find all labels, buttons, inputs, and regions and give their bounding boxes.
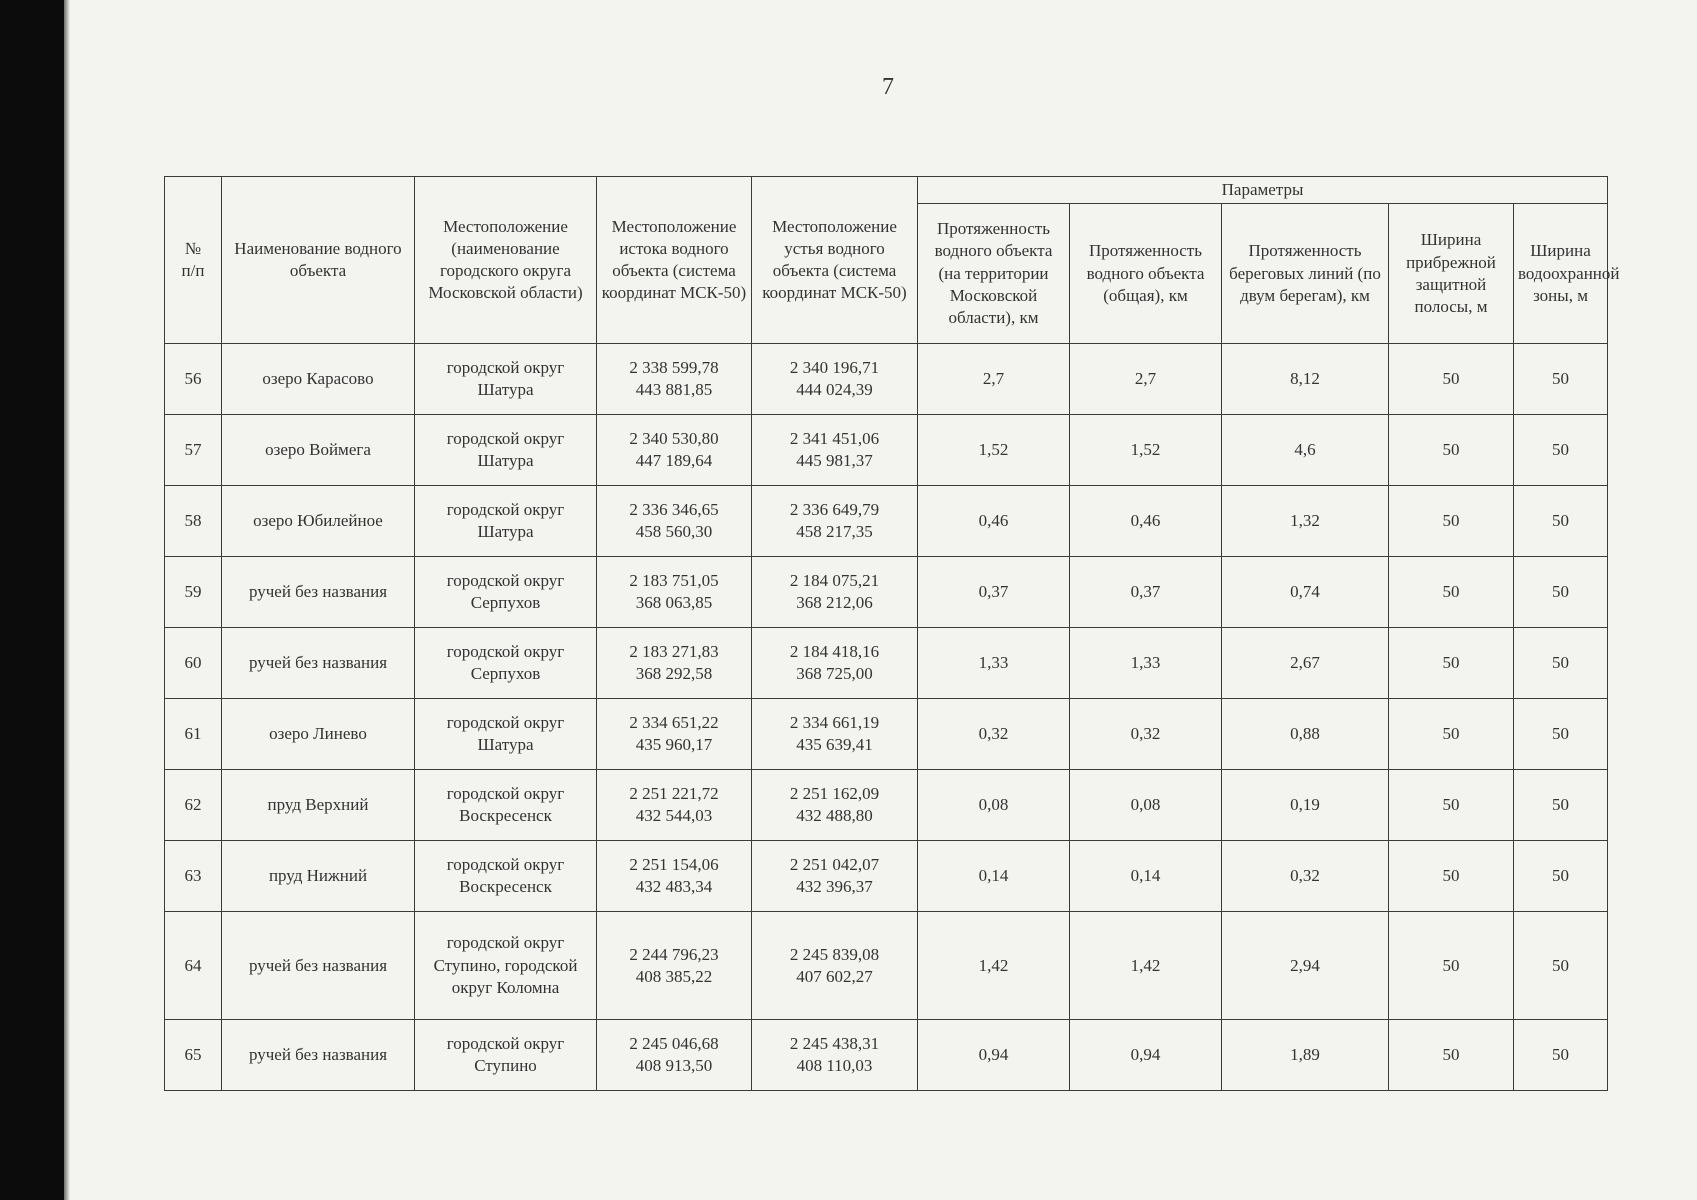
- cell-length-moscow: 0,46: [918, 486, 1070, 557]
- table-row: [165, 486, 1608, 557]
- cell-length-total: 0,08: [1070, 770, 1222, 841]
- cell-length-total: 0,14: [1070, 841, 1222, 912]
- cell-length-total: 1,42: [1070, 912, 1222, 1020]
- cell-protection-zone: 50: [1514, 1020, 1608, 1091]
- cell-mouth-coordinates-line1: 2 184 418,16: [789, 642, 880, 661]
- cell-protection-zone: 50: [1514, 699, 1608, 770]
- table-row: [165, 628, 1608, 699]
- cell-length-moscow: 2,7: [918, 344, 1070, 415]
- cell-source-coordinates-line2: 408 913,50: [635, 1056, 713, 1076]
- cell-length-moscow: 0,14: [918, 841, 1070, 912]
- table-row: [165, 344, 1608, 415]
- cell-coastal-strip: 50: [1389, 344, 1514, 415]
- cell-number: 59: [165, 557, 222, 628]
- cell-coastal-strip: 50: [1389, 628, 1514, 699]
- cell-name: озеро Карасово: [222, 344, 415, 415]
- cell-coastal-strip: 50: [1389, 912, 1514, 1020]
- cell-mouth-coordinates-line1: 2 336 649,79: [789, 500, 880, 519]
- cell-mouth-coordinates-line2: 368 725,00: [796, 664, 873, 684]
- cell-source-coordinates-line2: 408 385,22: [635, 966, 713, 986]
- cell-source-coordinates: [597, 1020, 752, 1091]
- cell-source-coordinates: [597, 415, 752, 486]
- cell-location: городской округ Шатура: [415, 486, 597, 557]
- cell-protection-zone: 50: [1514, 628, 1608, 699]
- cell-coastal-strip: 50: [1389, 557, 1514, 628]
- cell-name: ручей без названия: [222, 912, 415, 1020]
- cell-mouth-coordinates: [752, 557, 918, 628]
- cell-mouth-coordinates-line2: 444 024,39: [796, 380, 873, 400]
- cell-coastal-strip: 50: [1389, 486, 1514, 557]
- water-bodies-table: [164, 176, 1620, 1091]
- cell-length-moscow: 0,32: [918, 699, 1070, 770]
- cell-mouth-coordinates: [752, 1020, 918, 1091]
- scan-edge-shadow: [64, 0, 70, 1200]
- cell-mouth-coordinates-line1: 2 184 075,21: [789, 571, 880, 590]
- cell-number: 56: [165, 344, 222, 415]
- cell-name: озеро Линево: [222, 699, 415, 770]
- cell-protection-zone: 50: [1514, 912, 1608, 1020]
- table-row: [165, 415, 1608, 486]
- cell-mouth-coordinates: [752, 628, 918, 699]
- cell-length-moscow: 0,08: [918, 770, 1070, 841]
- cell-coastal-strip: 50: [1389, 415, 1514, 486]
- cell-source-coordinates-line2: 432 483,34: [635, 877, 713, 897]
- cell-source-coordinates-line2: 435 960,17: [635, 735, 713, 755]
- cell-protection-zone: 50: [1514, 770, 1608, 841]
- cell-mouth-coordinates-line2: 435 639,41: [796, 735, 873, 755]
- cell-length-total: 1,52: [1070, 415, 1222, 486]
- cell-source-coordinates-line2: 368 292,58: [635, 664, 713, 684]
- page-number: 7: [882, 74, 894, 100]
- cell-mouth-coordinates: [752, 912, 918, 1020]
- cell-source-coordinates: [597, 770, 752, 841]
- cell-coastal-strip: 50: [1389, 770, 1514, 841]
- cell-location: городской округ Серпухов: [415, 557, 597, 628]
- cell-name: ручей без названия: [222, 1020, 415, 1091]
- cell-number: 65: [165, 1020, 222, 1091]
- cell-mouth-coordinates-line1: 2 245 839,08: [789, 944, 880, 964]
- table-row: [165, 1020, 1608, 1091]
- cell-shore-length: 1,89: [1222, 1020, 1389, 1091]
- cell-protection-zone: 50: [1514, 415, 1608, 486]
- header-name: Наименование водного объекта: [222, 177, 415, 344]
- header-number-line1: №: [184, 238, 202, 258]
- cell-mouth-coordinates-line2: 432 488,80: [796, 806, 873, 826]
- cell-mouth-coordinates: [752, 486, 918, 557]
- cell-location: городской округ Шатура: [415, 699, 597, 770]
- cell-length-total: 0,46: [1070, 486, 1222, 557]
- cell-mouth-coordinates-line1: 2 341 451,06: [789, 429, 880, 448]
- cell-source-coordinates-line1: 2 251 154,06: [629, 855, 719, 874]
- cell-source-coordinates-line1: 2 340 530,80: [629, 429, 719, 448]
- cell-number: 60: [165, 628, 222, 699]
- cell-name: озеро Воймега: [222, 415, 415, 486]
- cell-source-coordinates: [597, 699, 752, 770]
- cell-source-coordinates-line2: 443 881,85: [635, 380, 713, 400]
- cell-mouth-coordinates-line2: 408 110,03: [796, 1056, 873, 1076]
- cell-length-total: 1,33: [1070, 628, 1222, 699]
- cell-name: пруд Нижний: [222, 841, 415, 912]
- table-row: [165, 912, 1608, 1020]
- header-protection-zone: Ширина водоохранной зоны, м: [1514, 204, 1608, 344]
- cell-shore-length: 2,67: [1222, 628, 1389, 699]
- header-shore-length: Протяженность береговых линий (по двум берегам), км: [1222, 204, 1389, 344]
- cell-source-coordinates-line1: 2 251 221,72: [629, 784, 719, 803]
- header-length-total: Протяженность водного объекта (общая), км: [1070, 204, 1222, 344]
- cell-location: городской округ Ступино, городской округ Коломна: [415, 912, 597, 1020]
- cell-source-coordinates-line1: 2 336 346,65: [629, 500, 719, 519]
- cell-mouth-coordinates: [752, 699, 918, 770]
- cell-coastal-strip: 50: [1389, 1020, 1514, 1091]
- cell-source-coordinates: [597, 344, 752, 415]
- cell-length-moscow: 1,42: [918, 912, 1070, 1020]
- cell-shore-length: 0,32: [1222, 841, 1389, 912]
- cell-shore-length: 4,6: [1222, 415, 1389, 486]
- cell-number: 57: [165, 415, 222, 486]
- cell-location: городской округ Серпухов: [415, 628, 597, 699]
- cell-source-coordinates-line1: 2 244 796,23: [629, 944, 719, 964]
- cell-location: городской округ Воскресенск: [415, 841, 597, 912]
- cell-length-moscow: 0,37: [918, 557, 1070, 628]
- cell-location: городской округ Воскресенск: [415, 770, 597, 841]
- cell-mouth-coordinates-line2: 445 981,37: [796, 451, 873, 471]
- cell-source-coordinates: [597, 628, 752, 699]
- cell-shore-length: 2,94: [1222, 912, 1389, 1020]
- cell-coastal-strip: 50: [1389, 841, 1514, 912]
- cell-protection-zone: 50: [1514, 557, 1608, 628]
- cell-length-moscow: 1,33: [918, 628, 1070, 699]
- cell-mouth-coordinates-line1: 2 245 438,31: [789, 1034, 880, 1053]
- cell-mouth-coordinates-line2: 368 212,06: [796, 593, 873, 613]
- cell-mouth-coordinates: [752, 770, 918, 841]
- cell-source-coordinates: [597, 557, 752, 628]
- cell-source-coordinates-line1: 2 334 651,22: [629, 713, 719, 732]
- cell-location: городской округ Шатура: [415, 344, 597, 415]
- cell-shore-length: 0,74: [1222, 557, 1389, 628]
- cell-source-coordinates: [597, 486, 752, 557]
- cell-shore-length: 0,19: [1222, 770, 1389, 841]
- cell-length-total: 0,94: [1070, 1020, 1222, 1091]
- cell-location: городской округ Шатура: [415, 415, 597, 486]
- cell-mouth-coordinates-line2: 458 217,35: [796, 522, 873, 542]
- header-number-line2: п/п: [181, 261, 205, 281]
- cell-mouth-coordinates-line1: 2 334 661,19: [789, 713, 880, 732]
- cell-number: 58: [165, 486, 222, 557]
- scan-dark-edge: [0, 0, 64, 1200]
- cell-source-coordinates-line2: 447 189,64: [635, 451, 713, 471]
- cell-source-coordinates-line2: 432 544,03: [635, 806, 713, 826]
- cell-source-coordinates: [597, 841, 752, 912]
- cell-length-moscow: 0,94: [918, 1020, 1070, 1091]
- cell-name: пруд Верхний: [222, 770, 415, 841]
- header-mouth: Местоположение устья водного объекта (система координат МСК-50): [752, 177, 918, 344]
- cell-mouth-coordinates: [752, 344, 918, 415]
- cell-number: 61: [165, 699, 222, 770]
- header-length-moscow: Протяженность водного объекта (на территории Московской области), км: [918, 204, 1070, 344]
- cell-mouth-coordinates-line2: 407 602,27: [796, 966, 873, 986]
- cell-name: ручей без названия: [222, 557, 415, 628]
- cell-location: городской округ Ступино: [415, 1020, 597, 1091]
- cell-length-total: 0,32: [1070, 699, 1222, 770]
- table-row: [165, 699, 1608, 770]
- cell-source-coordinates-line1: 2 183 271,83: [629, 642, 719, 661]
- cell-shore-length: 1,32: [1222, 486, 1389, 557]
- cell-mouth-coordinates-line1: 2 340 196,71: [789, 358, 880, 377]
- cell-shore-length: 0,88: [1222, 699, 1389, 770]
- cell-protection-zone: 50: [1514, 344, 1608, 415]
- cell-source-coordinates-line2: 368 063,85: [635, 593, 713, 613]
- cell-mouth-coordinates: [752, 415, 918, 486]
- cell-number: 63: [165, 841, 222, 912]
- cell-source-coordinates-line1: 2 338 599,78: [629, 358, 719, 377]
- table-row: [165, 841, 1608, 912]
- cell-mouth-coordinates-line1: 2 251 162,09: [789, 784, 880, 803]
- cell-number: 64: [165, 912, 222, 1020]
- cell-source-coordinates-line2: 458 560,30: [635, 522, 713, 542]
- cell-source-coordinates: [597, 912, 752, 1020]
- cell-coastal-strip: 50: [1389, 699, 1514, 770]
- table-row: [165, 557, 1608, 628]
- cell-length-moscow: 1,52: [918, 415, 1070, 486]
- cell-protection-zone: 50: [1514, 486, 1608, 557]
- cell-mouth-coordinates-line2: 432 396,37: [796, 877, 873, 897]
- header-location: Местоположение (наименование городского округа Московской области): [415, 177, 597, 344]
- header-number: [165, 177, 222, 344]
- cell-source-coordinates-line1: 2 245 046,68: [629, 1034, 719, 1053]
- cell-protection-zone: 50: [1514, 841, 1608, 912]
- header-coastal-strip: Ширина прибрежной защитной полосы, м: [1389, 204, 1514, 344]
- cell-number: 62: [165, 770, 222, 841]
- header-parameters: Параметры: [918, 177, 1608, 204]
- cell-source-coordinates-line1: 2 183 751,05: [629, 571, 719, 590]
- cell-length-total: 0,37: [1070, 557, 1222, 628]
- cell-mouth-coordinates: [752, 841, 918, 912]
- cell-shore-length: 8,12: [1222, 344, 1389, 415]
- table-row: [165, 770, 1608, 841]
- cell-name: ручей без названия: [222, 628, 415, 699]
- cell-length-total: 2,7: [1070, 344, 1222, 415]
- cell-mouth-coordinates-line1: 2 251 042,07: [789, 855, 880, 874]
- cell-name: озеро Юбилейное: [222, 486, 415, 557]
- header-source: Местоположение истока водного объекта (система координат МСК-50): [597, 177, 752, 344]
